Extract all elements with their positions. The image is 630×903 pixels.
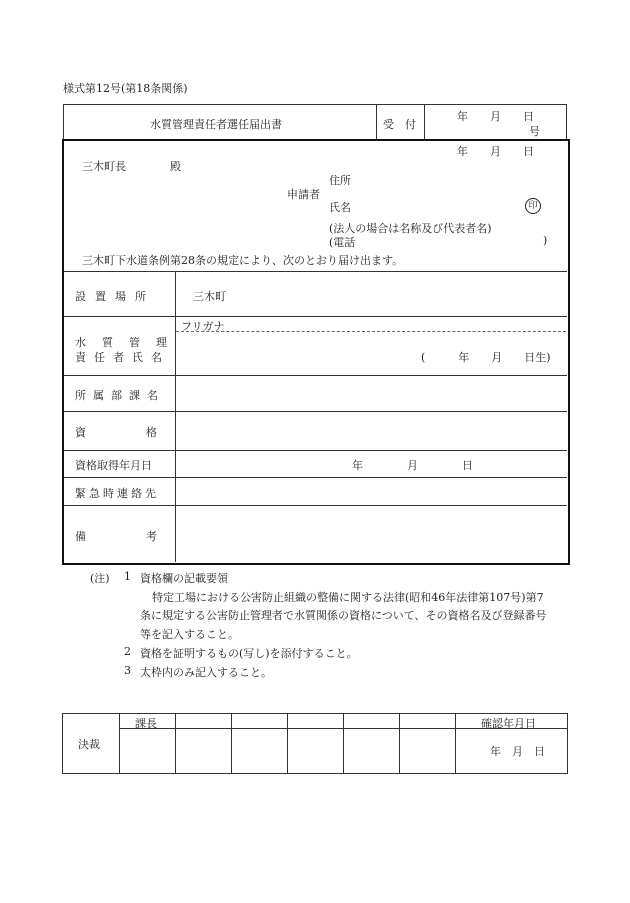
row-line-4 — [64, 411, 567, 412]
qualification-field[interactable] — [180, 415, 564, 448]
confirm-date-label: 確認年月日 — [481, 717, 536, 730]
note-1-number: 1 — [124, 570, 131, 583]
name-label: 氏名 — [329, 201, 351, 214]
manager-label-line2: 責任者氏名 — [75, 351, 170, 364]
row-line-5 — [64, 450, 567, 451]
approval-col-7 — [455, 713, 456, 773]
acquired-date-label: 資格取得年月日 — [75, 459, 152, 472]
application-date: 年 月 日 — [457, 145, 534, 158]
header-divider-1 — [376, 104, 377, 140]
approval-col-2 — [175, 713, 176, 773]
seal-mark: 印 — [525, 198, 541, 214]
header-left-border — [63, 104, 64, 140]
emergency-contact-label: 緊急時連絡先 — [75, 487, 159, 500]
remarks-label: 備考 — [75, 530, 217, 543]
note-2-text: 資格を証明するもの(写し)を添付すること。 — [140, 647, 358, 660]
row-line-3 — [64, 375, 567, 376]
location-label: 設置場所 — [75, 290, 155, 303]
approval-col-4 — [287, 713, 288, 773]
department-label: 所属部課名 — [75, 389, 165, 402]
applicant-label: 申請者 — [287, 188, 320, 201]
note-1-line-2: 条に規定する公害防止管理者で水質関係の資格について、その資格名及び登録番号 — [140, 609, 547, 622]
acquired-date-value: 年 月 日 — [352, 459, 473, 472]
phone-label: (電話 — [329, 236, 356, 249]
note-3-number: 3 — [124, 664, 131, 677]
note-1-line-1: 特定工場における公害防止組織の整備に関する法律(昭和46年法律第107号)第7 — [152, 591, 544, 604]
address-label: 住所 — [329, 174, 351, 187]
note-1-line-3: 等を記入すること。 — [140, 628, 239, 641]
form-number: 様式第12号(第18条関係) — [63, 82, 188, 95]
location-value: 三木町 — [193, 290, 226, 303]
decision-label: 決裁 — [78, 738, 100, 751]
reception-number-label: 号 — [529, 125, 540, 138]
approval-col-6 — [399, 713, 400, 773]
recipient: 三木町長 殿 — [82, 160, 181, 173]
section-chief-label: 課長 — [135, 717, 157, 730]
corporation-note: (法人の場合は名称及び代表者名) — [329, 222, 492, 235]
row-line-2 — [64, 316, 567, 317]
reception-date: 年 月 日 — [457, 110, 534, 123]
header-table-border — [63, 104, 567, 105]
row-line-7 — [64, 505, 567, 506]
department-field[interactable] — [180, 379, 564, 409]
header-right-border — [566, 104, 567, 140]
remarks-field[interactable] — [180, 509, 564, 559]
reception-label: 受 付 — [383, 118, 416, 131]
label-column-divider — [175, 271, 176, 562]
statement: 三木町下水道条例第28条の規定により、次のとおり届け出ます。 — [82, 254, 404, 267]
furigana-label: フリガナ — [181, 320, 225, 333]
confirm-date-value: 年 月 日 — [490, 745, 545, 758]
qualification-label: 資格 — [75, 426, 217, 439]
row-line-6 — [64, 477, 567, 478]
furigana-divider — [176, 331, 566, 332]
emergency-contact-field[interactable] — [180, 480, 564, 503]
phone-close: ) — [543, 234, 548, 247]
form-title: 水質管理責任者選任届出書 — [150, 118, 282, 131]
row-line-1 — [64, 271, 567, 272]
birth-date: ( 年 月 日生) — [421, 351, 551, 364]
notes-marker: (注) — [90, 572, 110, 585]
approval-col-1 — [119, 713, 120, 773]
manager-label-line1: 水質管理 — [75, 336, 183, 349]
note-3-text: 太枠内のみ記入すること。 — [140, 666, 272, 679]
approval-col-5 — [343, 713, 344, 773]
note-1-title: 資格欄の記載要領 — [140, 572, 228, 585]
header-divider-2 — [424, 104, 425, 140]
approval-col-3 — [231, 713, 232, 773]
note-2-number: 2 — [124, 645, 131, 658]
